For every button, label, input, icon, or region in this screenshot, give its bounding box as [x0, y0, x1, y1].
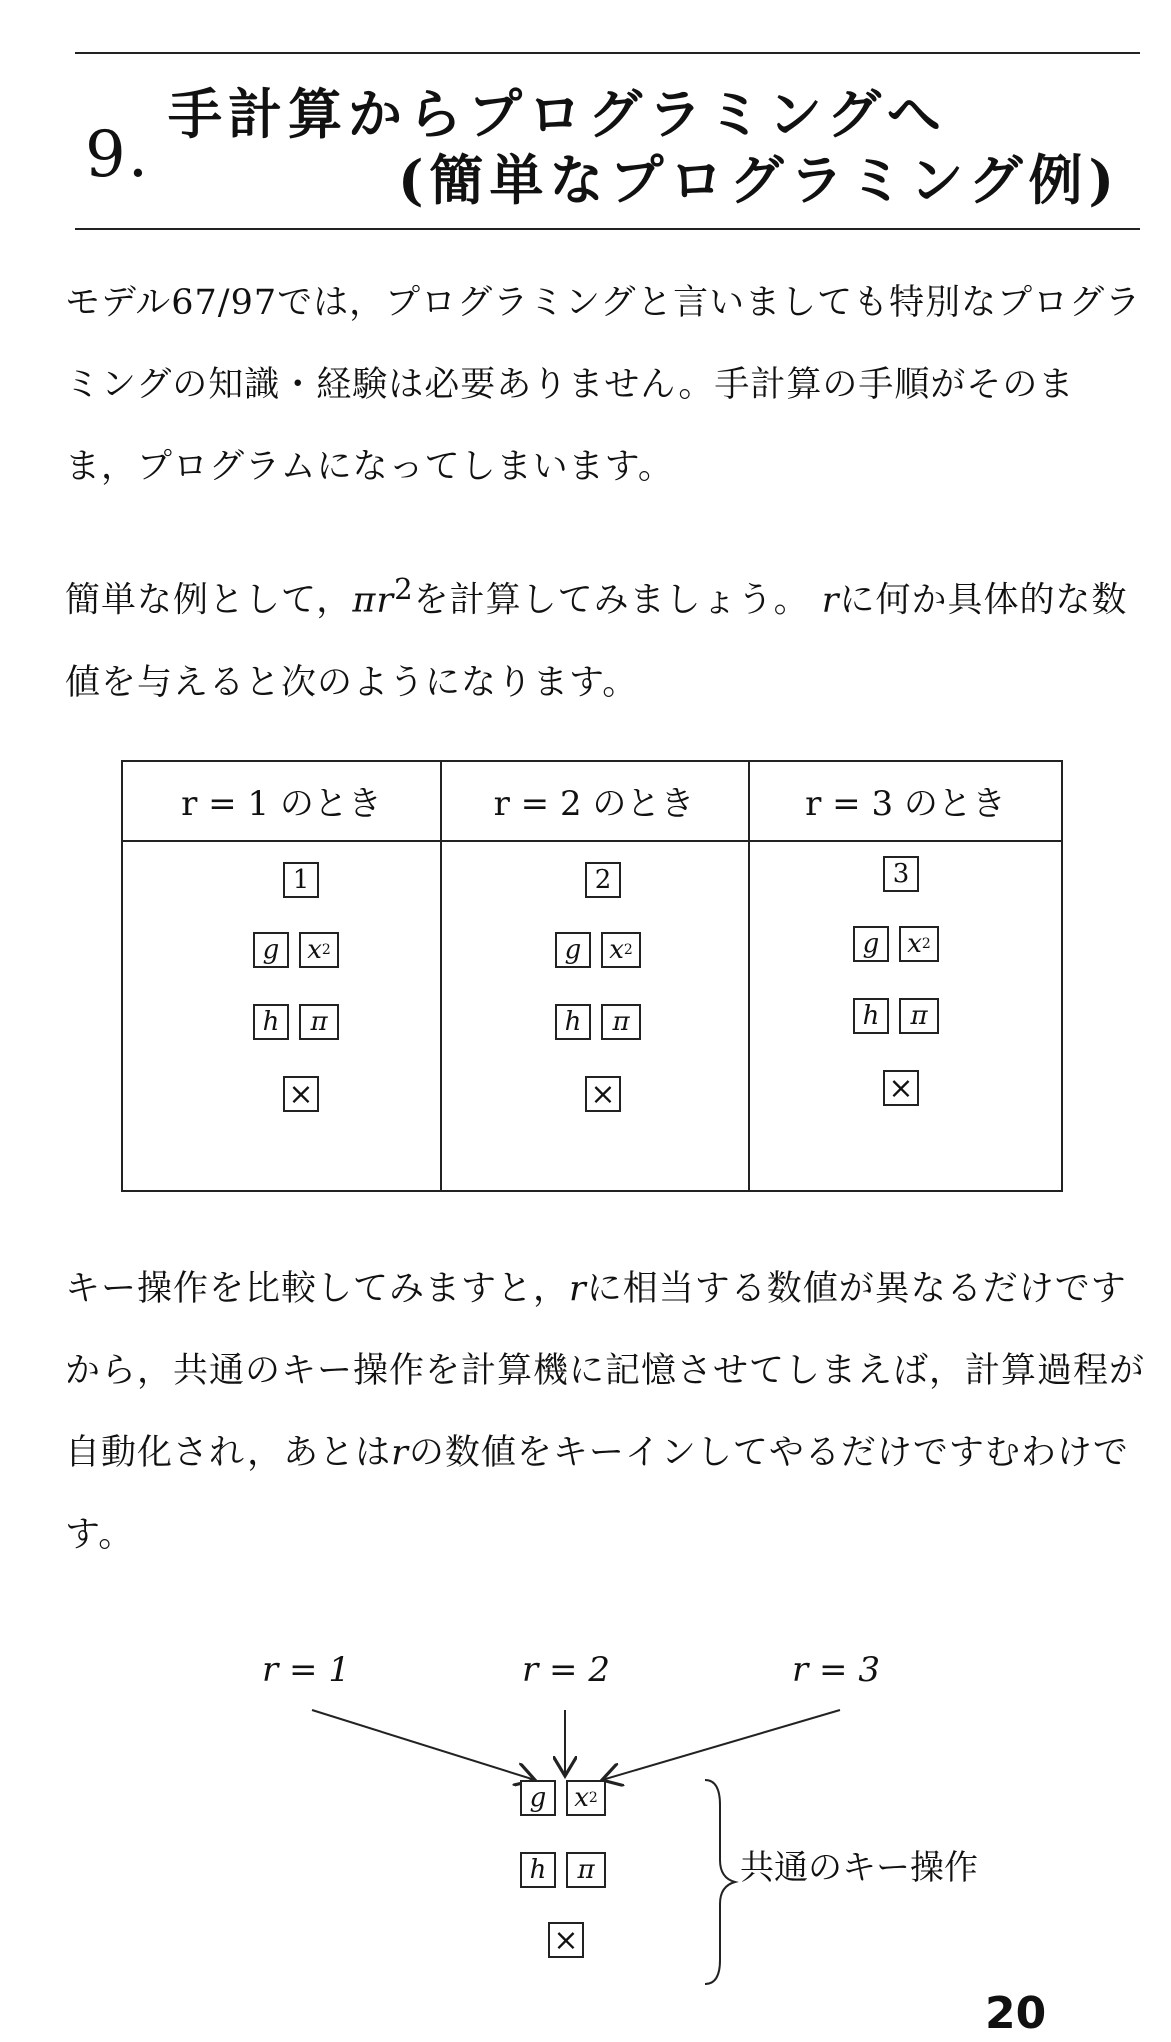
bottom-rule: [75, 228, 1140, 230]
arrow-r1: [312, 1710, 535, 1780]
key-digit-2: 2: [585, 862, 621, 898]
key-x-exponent: 2: [588, 1790, 598, 1806]
key-x-label: x: [307, 935, 322, 965]
key-h: h: [555, 1004, 591, 1040]
section-number: 9.: [85, 118, 151, 192]
example-text-mid: を計算してみましょう。: [413, 580, 810, 621]
cases-table: [121, 760, 1063, 1192]
key-pi: π: [899, 998, 939, 1034]
key-digit-3: 3: [883, 856, 919, 892]
column-divider: [440, 762, 442, 1190]
column-header-r3: r = 3 のとき: [805, 784, 1006, 824]
example-paragraph: [65, 548, 1145, 724]
section-title-line2: (簡単なプログラミング例): [398, 148, 1121, 212]
key-x-exponent: 2: [321, 942, 331, 958]
page-number: 20: [985, 1988, 1047, 2039]
compare-text-pre: キー操作を比較してみますと，: [65, 1269, 570, 1309]
intro-paragraph: モデル67/97では，プログラミングと言いましても特別なプログラミングの知識・経験は必要ありません。手計算の手順がそのまま，プログラムになってしまいます。: [65, 283, 1142, 487]
common-key-diagram: [0, 1620, 1171, 2040]
r-symbol-4: r: [391, 1433, 409, 1473]
key-multiply: ×: [883, 1070, 919, 1106]
pi-symbol: π: [352, 580, 377, 621]
comparison-paragraph: [65, 1248, 1145, 1576]
column-header-r2: r = 2 のとき: [493, 784, 695, 824]
key-multiply: ×: [548, 1922, 584, 1958]
key-g: g: [253, 932, 289, 968]
example-text-post: に何か具体的な数値を与えると次のようになります。: [65, 580, 1128, 703]
column-header-r1: r = 1 のとき: [181, 784, 382, 824]
header-divider: [123, 840, 1061, 842]
key-pi: π: [601, 1004, 641, 1040]
arrow-r3: [602, 1710, 840, 1780]
curly-brace: [705, 1780, 735, 1984]
key-x-squared: [899, 926, 939, 962]
input-label-r3: r = 3: [792, 1650, 880, 1690]
key-x-label: x: [574, 1783, 589, 1813]
r-symbol-3: r: [569, 1269, 587, 1309]
compare-text-post: の数値をキーインしてやるだけですむわけです。: [65, 1433, 1129, 1555]
key-h: h: [253, 1004, 289, 1040]
key-pi: π: [566, 1852, 606, 1888]
r-symbol-2: r: [821, 580, 840, 621]
common-key-label: 共通のキー操作: [740, 1848, 978, 1888]
key-g: g: [555, 932, 591, 968]
key-x-squared: [566, 1780, 606, 1816]
column-divider: [748, 762, 750, 1190]
example-text-pre: 簡単な例として，: [65, 580, 353, 621]
input-label-r2: r = 2: [522, 1650, 610, 1690]
key-multiply: ×: [283, 1076, 319, 1112]
top-rule: [75, 52, 1140, 54]
key-g: g: [520, 1780, 556, 1816]
key-multiply: ×: [585, 1076, 621, 1112]
key-x-label: x: [907, 929, 922, 959]
key-x-squared: [601, 932, 641, 968]
key-g: g: [853, 926, 889, 962]
key-h: h: [520, 1852, 556, 1888]
input-label-r1: r = 1: [262, 1650, 350, 1690]
r-symbol: r: [376, 580, 395, 621]
key-x-exponent: 2: [921, 936, 931, 952]
compare-text-mid: に相当する数値が異なるだけですから，共通のキー操作を計算機に記憶させてしまえば，計算過程が自動化され，あとは: [65, 1269, 1146, 1473]
key-pi: π: [299, 1004, 339, 1040]
key-h: h: [853, 998, 889, 1034]
square-exponent: 2: [394, 572, 414, 606]
key-x-squared: [299, 932, 339, 968]
key-x-label: x: [609, 935, 624, 965]
key-x-exponent: 2: [623, 942, 633, 958]
section-title-line1: 手計算からプログラミングへ: [168, 82, 947, 146]
key-digit-1: 1: [283, 862, 319, 898]
